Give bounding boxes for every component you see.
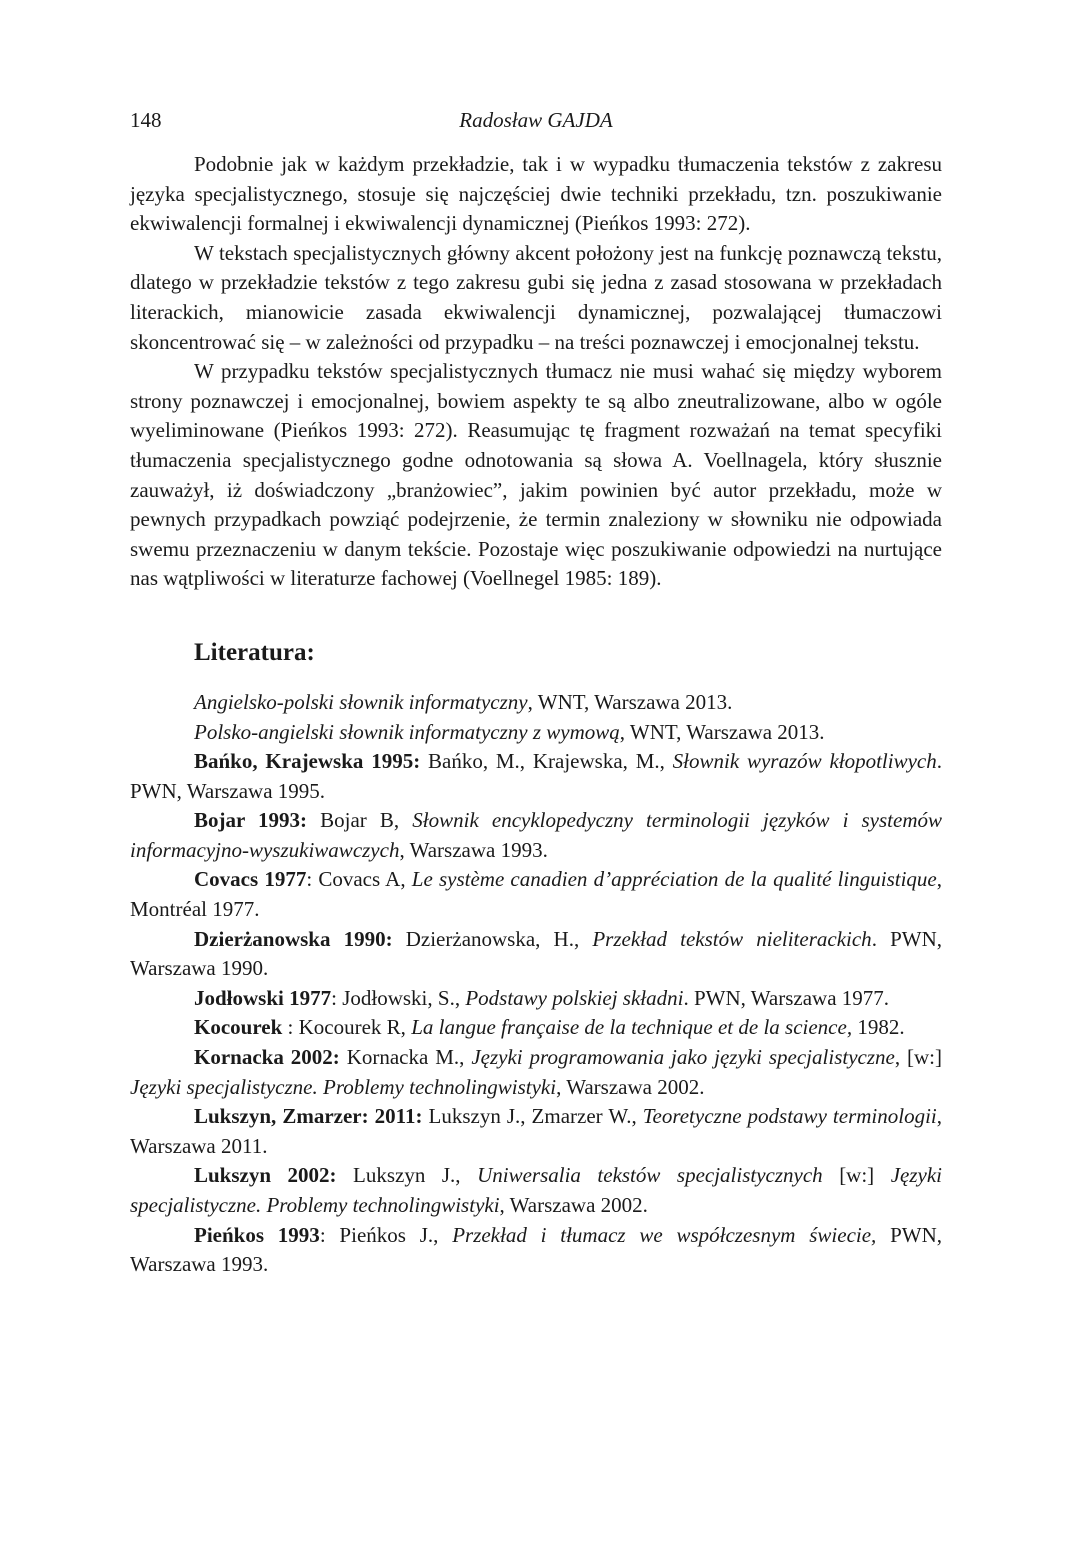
entry-segment: . PWN, Warszawa 1995. (130, 749, 943, 803)
bibliography-entry (130, 1013, 942, 1043)
entry-segment: : Pieńkos J., (319, 1222, 453, 1247)
entry-segment: , Warszawa 2002. (556, 1074, 705, 1099)
entry-segment: Jodłowski 1977 (194, 985, 332, 1010)
bibliography-entry (130, 1161, 942, 1220)
entry-segment: Angielsko-polski słownik informatyczny (194, 689, 528, 714)
entry-segment: Języki programowania jako języki specjalistyczne (471, 1045, 895, 1070)
entry-segment: . PWN, Warszawa 1990. (130, 926, 942, 981)
entry-segment: Słownik encyklopedyczny terminologii języków i systemów informacyjno-wyszukiwawczych (130, 808, 942, 862)
entry-segment: Uniwersalia tekstów specjalistycznych (477, 1163, 823, 1188)
entry-segment: : Kocourek R, (287, 1015, 412, 1040)
entry-segment: Lukszyn J., (336, 1163, 478, 1188)
paragraph: W przypadku tekstów specjalistycznych tłumacz nie musi wahać się między wyborem strony poznawczej i emocjonalnej, bowiem aspekty te są albo zneutralizowane, albo w ogóle wyeliminowane (Pieńkos 1993: 272). Reasumując tę fragment rozważań na temat specyfiki tłumaczenia specjalistycznego godne odnotowania są słowa A. Voellnagela, który słusznie zauważył, iż doświadczony „branżowiec”, jakim powinien być autor przekładu, może w pewnych przypadkach powziąć podejrzenie, że termin znaleziony w słowniku nie odpowiada swemu przeznaczeniu w danym tekście. Pozostaje więc poszukiwanie odpowiedzi na nurtujące nas wątpliwości w literaturze fachowej (Voellnegel 1985: 189). (130, 359, 942, 591)
entry-segment: , WNT, Warszawa 2013. (619, 719, 825, 744)
entry-segment: : Covacs A, (306, 867, 412, 892)
bibliography-entry (130, 865, 942, 924)
paragraph: Podobnie jak w każdym przekładzie, tak i w wypadku tłumaczenia tekstów z zakresu języka specjalistycznego, stosuje się najczęściej dwie techniki przekładu, tzn. poszukiwanie ekwiwalencji formalnej i ekwiwalencji dynamicznej (Pieńkos 1993: 272). (130, 152, 942, 236)
entry-segment: Języki specjalistyczne. Problemy technolingwistyki (130, 1163, 942, 1217)
entry-segment: Polsko-angielski słownik informatyczny z wymową (194, 719, 620, 744)
entry-segment: Języki specjalistyczne. Problemy technolingwistyki (130, 1074, 557, 1099)
entry-segment: . PWN, Warszawa 1977. (683, 985, 890, 1010)
entry-segment: Podstawy polskiej składni (465, 985, 684, 1010)
literatura-heading: Literatura: (194, 638, 315, 666)
bibliography-entry (130, 984, 942, 1014)
entry-segment: , [w:] (894, 1045, 943, 1070)
entry-segment: Słownik wyrazów kłopotliwych (672, 749, 937, 774)
entry-segment: Covacs 1977 (194, 867, 307, 892)
entry-segment: La langue française de la technique et de la science, (411, 1015, 853, 1040)
entry-segment: , Warszawa 2002. (499, 1193, 648, 1217)
entry-segment: , Warszawa 2011. (130, 1104, 943, 1158)
entry-segment: Bańko, M., Krajewska, M., (420, 749, 673, 774)
entry-segment: Lukszyn, Zmarzer: 2011: (194, 1104, 423, 1129)
entry-segment: Le système canadien d’appréciation de la qualité linguistique (411, 867, 937, 892)
entry-segment: PWN, Warszawa 1993. (130, 1222, 943, 1277)
entry-segment: Przekład i tłumacz we współczesnym świecie, (452, 1222, 877, 1247)
entry-segment: [w:] (822, 1163, 891, 1188)
entry-segment: Dzierżanowska, H., (392, 926, 593, 951)
entry-segment: Pieńkos 1993 (194, 1222, 320, 1247)
bibliography-entry (130, 747, 942, 806)
bibliography-entry (130, 1221, 942, 1280)
bibliography-entry (130, 806, 942, 865)
bibliography-entry (130, 718, 942, 748)
entry-segment: Kornacka M., (339, 1045, 472, 1070)
entry-segment: Teoretyczne podstawy terminologii (642, 1104, 937, 1129)
bibliography-entry (130, 688, 942, 718)
entry-segment: , Montréal 1977. (130, 867, 942, 922)
running-head-author: Radosław GAJDA (459, 108, 613, 132)
entry-segment: 1982. (852, 1015, 905, 1040)
entry-segment: Kornacka 2002: (194, 1045, 340, 1070)
entry-segment: Kocourek (194, 1015, 288, 1040)
bibliography-entry (130, 1043, 942, 1102)
bibliography-entry (130, 1102, 942, 1161)
entry-segment: Lukszyn 2002: (194, 1163, 337, 1188)
page-number: 148 (130, 108, 162, 132)
paragraph: W tekstach specjalistycznych główny akcent położony jest na funkcję poznawczą tekstu, dlatego w przekładzie tekstów z tego zakresu gubi się jedna z zasad stosowana w przekładach literackich, mianowicie zasada ekwiwalencji dynamicznej, pozwalającej tłumaczowi skoncentrować się – w zależności od przypadku – na treści poznawczej i emocjonalnej tekstu. (130, 240, 942, 354)
entry-segment: Bojar 1993: (194, 808, 308, 833)
entry-segment: Lukszyn J., Zmarzer W., (422, 1104, 643, 1129)
entry-segment: Bojar B, (307, 808, 413, 833)
entry-segment: Bańko, Krajewska 1995: (194, 749, 421, 774)
body-text (130, 150, 942, 594)
running-header (130, 108, 942, 138)
bibliography-list (130, 688, 942, 1280)
bibliography-entry (130, 925, 942, 984)
entry-segment: : Jodłowski, S., (331, 985, 466, 1010)
entry-segment: Dzierżanowska 1990: (194, 926, 393, 951)
entry-segment: , WNT, Warszawa 2013. (527, 689, 733, 714)
entry-segment: Przekład tekstów nieliterackich (592, 926, 872, 951)
entry-segment: , Warszawa 1993. (399, 837, 548, 862)
